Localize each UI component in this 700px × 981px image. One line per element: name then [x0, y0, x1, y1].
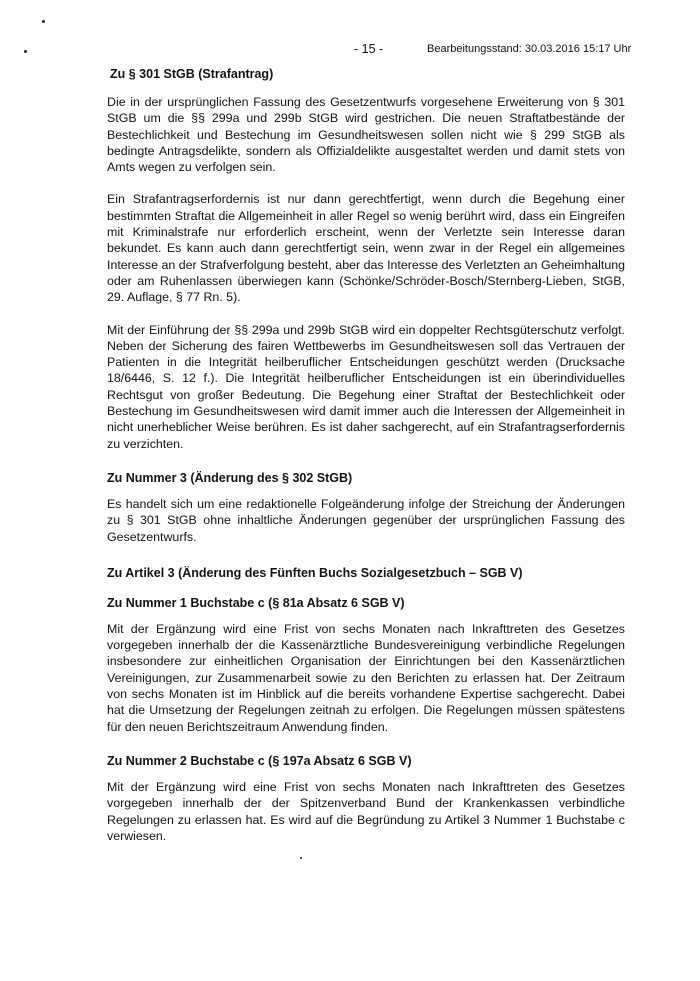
paragraph: Mit der Ergänzung wird eine Frist von sechs Monaten nach Inkrafttreten des Gesetzes vorgegeben innerhalb der die Kassenärztliche Bundesvereinigung verbindliche Regelungen insbesondere zur einheitlichen Organisation der Einrichtungen bei den Kassenärztlichen Vereinigungen, zur Zusammenarbeit sowie zu den Berichten zu erlassen hat. Der Zeitraum von sechs Monaten ist im Hinblick auf die bereits vorhandene Expertise sachgerecht. Dabei hat die Umsetzung der Regelungen zeitnah zu erfolgen. Die Regelungen müssen spätestens für den neuen Berichtszeitraum Anwendung finden. [107, 621, 625, 734]
processing-status: Bearbeitungsstand: 30.03.2016 15:17 Uhr [427, 43, 632, 55]
paragraph: Mit der Einführung der §§ 299a und 299b StGB wird ein doppelter Rechtsgüterschutz verfolgt. Neben der Sicherung des fairen Wettbewerbs im Gesundheitswesen soll das Vertrauen der Patienten in die Integrität heilberuflicher Entscheidungen geschützt werden (Drucksache 18/6446, S. 12 f.). Die Integrität heilberuflicher Entscheidungen ist ein überindividuelles Rechtsgut von großer Bedeutung. Die Begehung einer Straftat der Bestechlichkeit oder Bestechung im Gesundheitswesen wird damit immer auch die Interessen der Allgemeinheit in nicht unerheblicher Weise berühren. Es ist daher sachgerecht, auf ein Strafantragserfordernis zu verzichten. [107, 322, 625, 451]
paragraph: Ein Strafantragserfordernis ist nur dann gerechtfertigt, wenn durch die Begehung einer bestimmten Straftat die Allgemeinheit in aller Regel so wenig berührt wird, dass ein Eingreifen mit Kriminalstrafe nur erforderlich erscheint, wenn der Verletzte sein Interesse daran bekundet. Es kann auch dann gerechtfertigt sein, wenn zwar in der Regel ein allgemeines Interesse an der Strafverfolgung besteht, aber das Interesse des Verletzten an Geheimhaltung oder am Ruhenlassen überwiegen kann (Schönke/Schröder-Bosch/Sternberg-Lieben, StGB, 29. Auflage, § 77 Rn. 5). [107, 192, 625, 305]
paragraph: Die in der ursprünglichen Fassung des Gesetzentwurfs vorgesehene Erweiterung von § 301 StGB um die §§ 299a und 299b StGB wird gestrichen. Die neuen Straftatbestände der Bestechlichkeit und Bestechung im Gesundheitswesen sollen nicht wie § 299 StGB als bedingte Antragsdelikte, sondern als Offizialdelikte ausgestaltet werden und damit stets von Amts wegen zu verfolgen sein. [107, 95, 625, 175]
paragraph: Es handelt sich um eine redaktionelle Folgeänderung infolge der Streichung der Änderungen zu § 301 StGB ohne inhaltliche Änderungen gegenüber der ursprünglichen Fassung des Gesetzentwurfs. [107, 496, 625, 544]
scan-speck [300, 857, 302, 859]
section-heading-article-3: Zu Artikel 3 (Änderung des Fünften Buchs Sozialgesetzbuch – SGB V) [107, 565, 523, 580]
page-number: - 15 - [354, 42, 384, 56]
document-body [107, 66, 625, 844]
section-heading-302: Zu Nummer 3 (Änderung des § 302 StGB) [107, 470, 353, 485]
scan-speck [42, 20, 45, 23]
paragraph: Mit der Ergänzung wird eine Frist von sechs Monaten nach Inkrafttreten des Gesetzes vorgegeben innerhalb der der Spitzenverband Bund der Krankenkassen verbindliche Regelungen zu erlassen hat. Es wird auf die Begründung zu Artikel 3 Nummer 1 Buchstabe c verwiesen. [107, 779, 625, 843]
page-header [0, 42, 700, 60]
section-heading-301: Zu § 301 StGB (Strafantrag) [110, 67, 274, 81]
section-heading-81a: Zu Nummer 1 Buchstabe c (§ 81a Absatz 6 SGB V) [107, 595, 405, 610]
section-heading-197a: Zu Nummer 2 Buchstabe c (§ 197a Absatz 6 SGB V) [107, 753, 412, 768]
